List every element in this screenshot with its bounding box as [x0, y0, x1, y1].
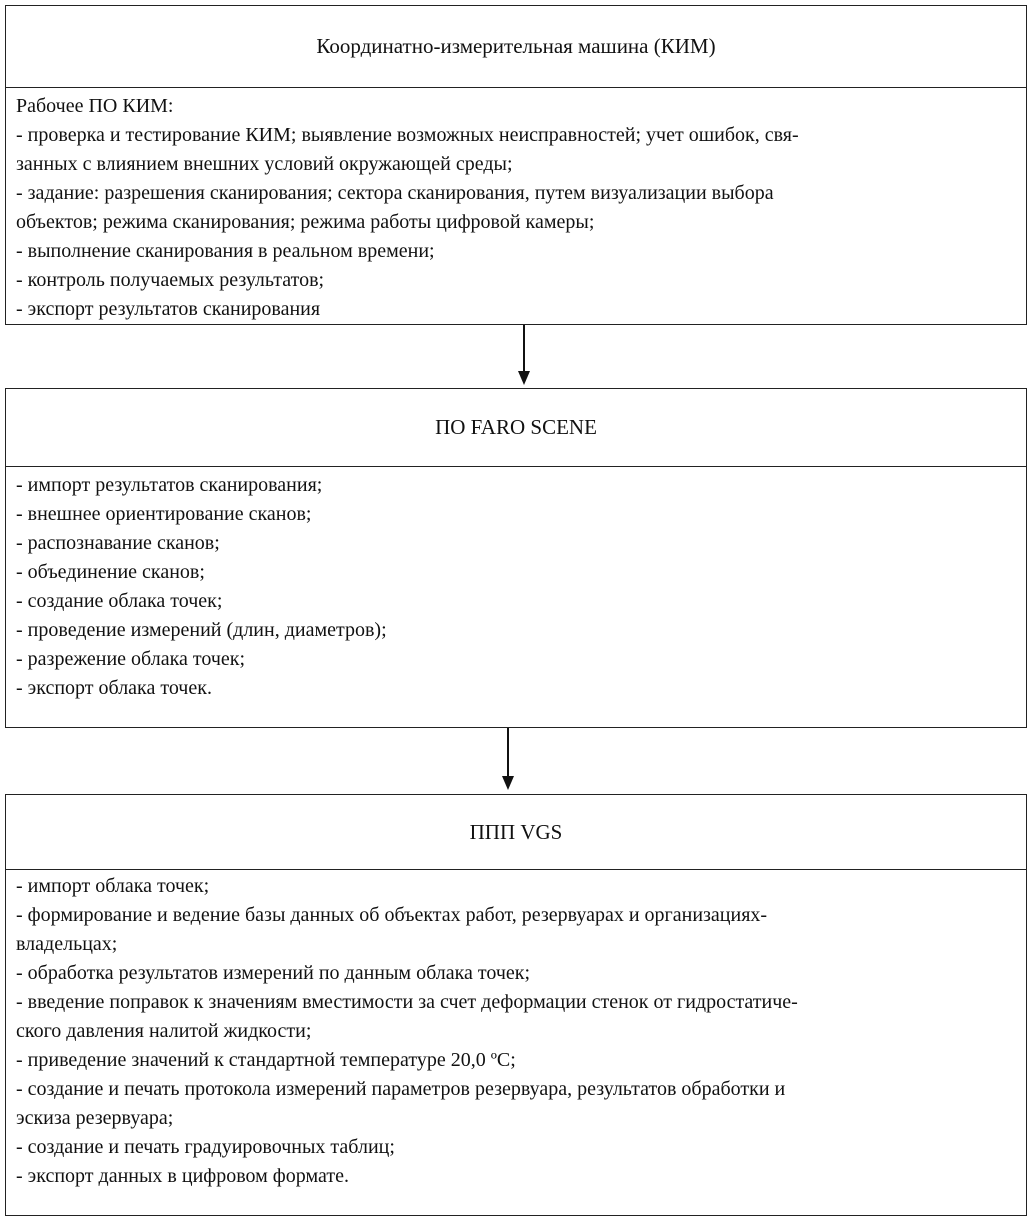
- block-faro-scene: [5, 388, 1027, 728]
- list-item: занных с влиянием внешних условий окружающей среды;: [16, 153, 513, 175]
- list-item: - проверка и тестирование КИМ; выявление возможных неисправностей; учет ошибок, свя-: [16, 124, 799, 146]
- list-item: - введение поправок к значениям вместимости за счет деформации стенок от гидростатиче-: [16, 991, 798, 1013]
- list-item: - контроль получаемых результатов;: [16, 269, 325, 291]
- list-item: - приведение значений к стандартной температуре 20,0 ºС;: [16, 1049, 516, 1071]
- list-item: эскиза резервуара;: [16, 1107, 174, 1129]
- flow-arrow-1: [512, 325, 536, 387]
- block-faro-scene-body: [6, 467, 1026, 703]
- list-item: объектов; режима сканирования; режима работы цифровой камеры;: [16, 211, 595, 233]
- block-cmm-title: Координатно-измерительная машина (КИМ): [6, 6, 1026, 88]
- list-item: - задание: разрешения сканирования; сектора сканирования, путем визуализации выбора: [16, 182, 774, 204]
- list-item: - формирование и ведение базы данных об объектах работ, резервуарах и организациях-: [16, 904, 768, 926]
- list-item: - импорт результатов сканирования;: [16, 474, 323, 496]
- block-vgs-title: ППП VGS: [6, 795, 1026, 870]
- list-item: - экспорт результатов сканирования: [16, 298, 321, 320]
- list-item: - экспорт данных в цифровом формате.: [16, 1165, 349, 1187]
- list-item: - обработка результатов измерений по данным облака точек;: [16, 962, 531, 984]
- list-item: - объединение сканов;: [16, 561, 205, 583]
- list-item: - создание облака точек;: [16, 590, 223, 612]
- list-item: - проведение измерений (длин, диаметров);: [16, 619, 387, 641]
- list-item: - распознавание сканов;: [16, 532, 220, 554]
- list-item: Рабочее ПО КИМ:: [16, 95, 174, 117]
- list-item: - экспорт облака точек.: [16, 677, 212, 699]
- block-vgs-body: [6, 870, 1026, 1191]
- block-cmm: [5, 5, 1027, 325]
- list-item: владельцах;: [16, 933, 118, 955]
- flow-arrow-2: [496, 728, 520, 792]
- list-item: ского давления налитой жидкости;: [16, 1020, 312, 1042]
- list-item: - выполнение сканирования в реальном времени;: [16, 240, 435, 262]
- block-cmm-body: [6, 88, 1026, 324]
- list-item: - внешнее ориентирование сканов;: [16, 503, 312, 525]
- list-item: - создание и печать протокола измерений параметров резервуара, результатов обработки и: [16, 1078, 786, 1100]
- block-vgs: [5, 794, 1027, 1216]
- list-item: - импорт облака точек;: [16, 875, 210, 897]
- list-item: - создание и печать градуировочных таблиц;: [16, 1136, 395, 1158]
- block-faro-scene-title: ПО FARO SCENE: [6, 389, 1026, 467]
- list-item: - разрежение облака точек;: [16, 648, 246, 670]
